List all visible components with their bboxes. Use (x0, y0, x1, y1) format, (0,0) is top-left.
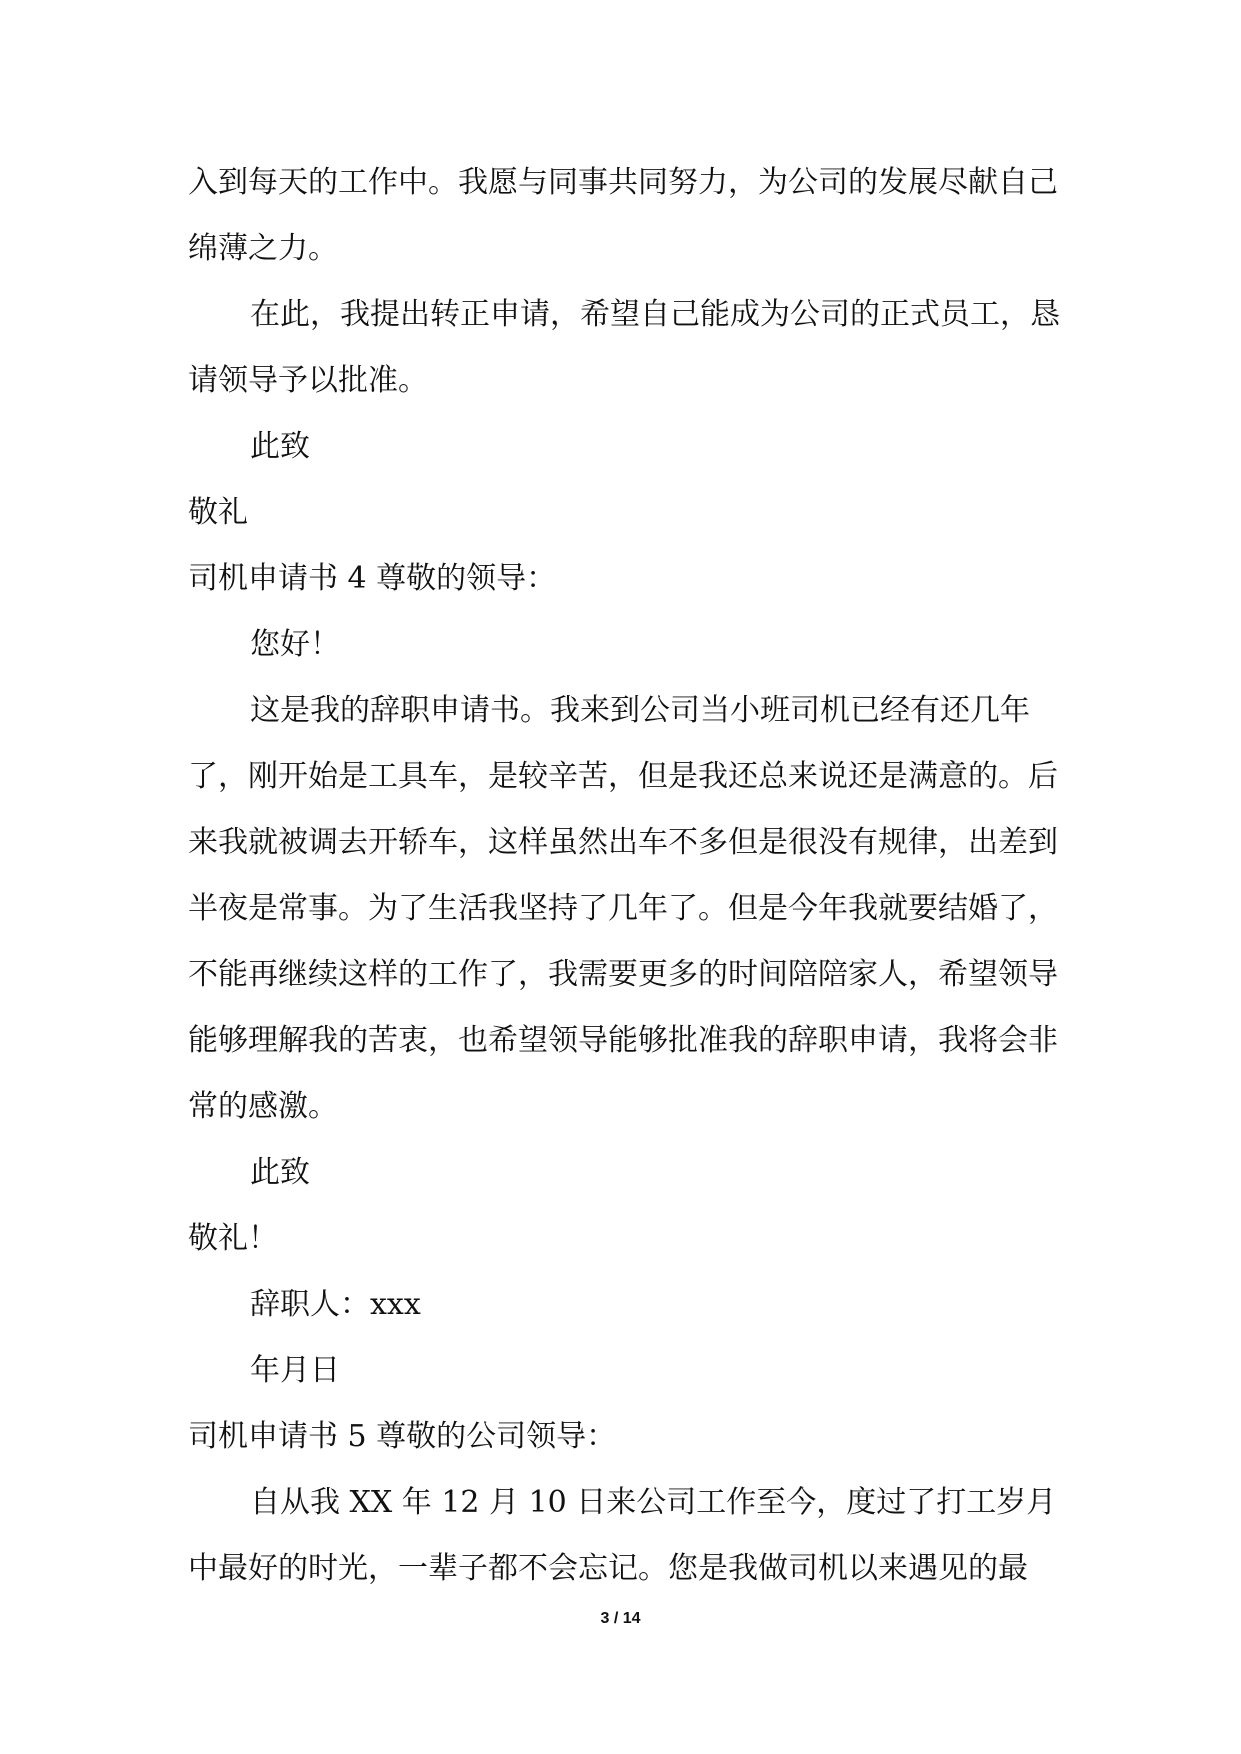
paragraph-1: 入到每天的工作中。我愿与同事共同努力，为公司的发展尽献自己绵薄之力。 (188, 165, 1058, 266)
paragraph-2: 在此，我提出转正申请，希望自己能成为公司的正式员工，恳请领导予以批准。 (188, 297, 1060, 398)
closing-salutation-2: 此致 (250, 1155, 310, 1190)
closing-regards-2: 敬礼！ (188, 1221, 278, 1256)
page-number: 3 / 14 (600, 1610, 641, 1627)
closing-salutation-1: 此致 (250, 429, 310, 464)
date-line: 年月日 (250, 1353, 340, 1388)
paragraph-resignation: 这是我的辞职申请书。我来到公司当小班司机已经有还几年了，刚开始是工具车，是较辛苦，但是我还总来说还是满意的。后来我就被调去开轿车，这样虽然出车不多但是很没有规律，出差到半夜是常事。为了生活我坚持了几年了。但是今年我就要结婚了，不能再继续这样的工作了，我需要更多的时间陪陪家人，希望领导能够理解我的苦衷，也希望领导能够批准我的辞职申请，我将会非常的感激。 (188, 693, 1058, 1124)
section-heading-5: 司机申请书 5 尊敬的公司领导： (188, 1419, 617, 1454)
document-body (188, 150, 1068, 1602)
paragraph-last: 自从我 XX 年 12 月 10 日来公司工作至今，度过了打工岁月中最好的时光，一辈子都不会忘记。您是我做司机以来遇见的最 (188, 1485, 1057, 1586)
section-heading-4: 司机申请书 4 尊敬的领导： (188, 561, 557, 596)
signature-line: 辞职人：xxx (250, 1287, 421, 1322)
closing-regards-1: 敬礼 (188, 495, 248, 530)
greeting: 您好！ (250, 627, 340, 662)
